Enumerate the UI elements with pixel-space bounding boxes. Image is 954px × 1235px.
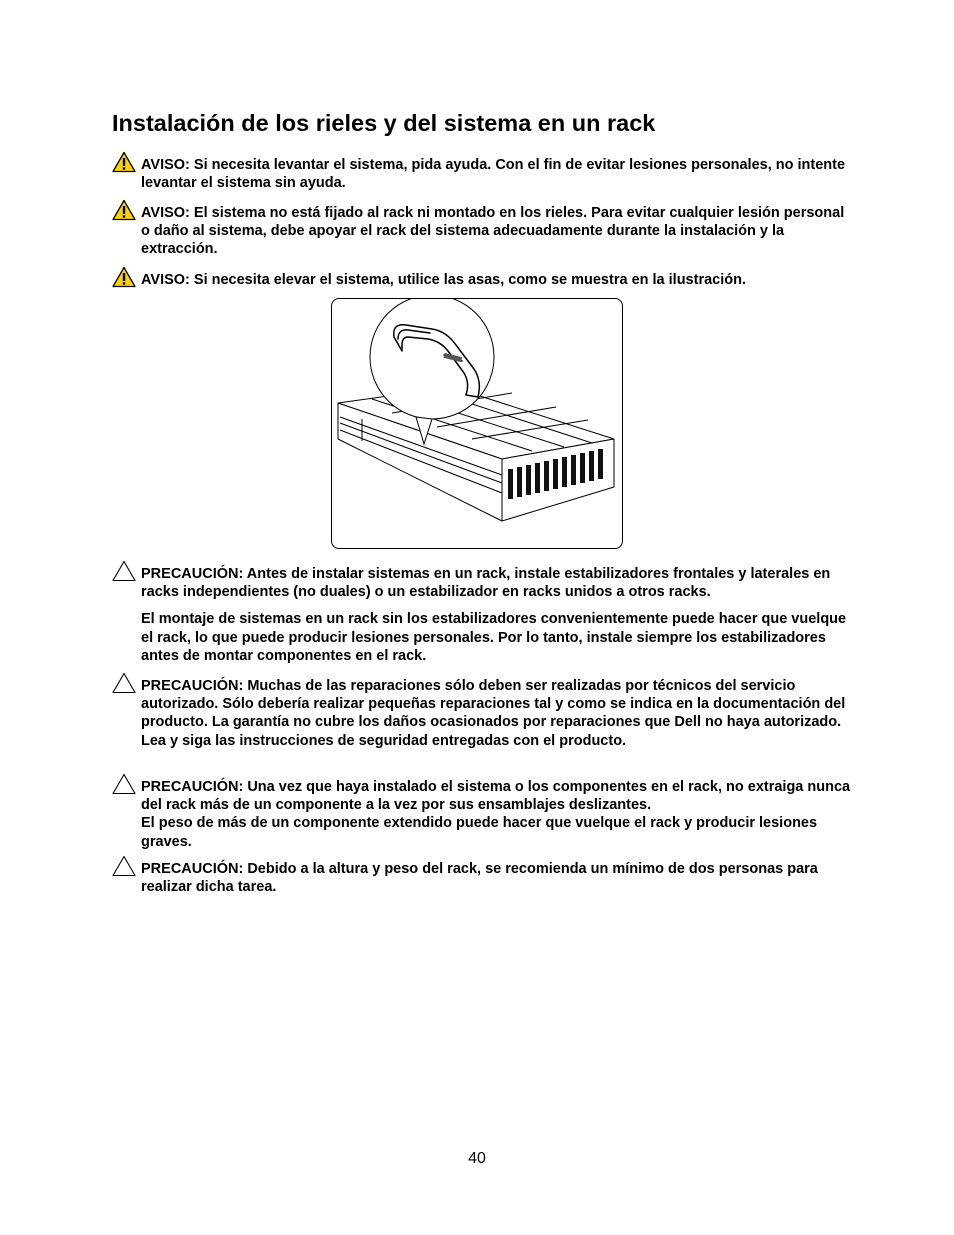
caution-detail-text: El montaje de sistemas en un rack sin los estabilizadores convenientemente puede hacer que vuelque el rack, lo que puede producir lesiones personales. Por lo tanto, instale siempre los estabilizadores antes de montar componentes en el rack. [141, 611, 847, 664]
warning-notice [112, 204, 852, 259]
caution-text: PRECAUCIÓN: Una vez que haya instalado el sistema o los componentes en el rack, no extraiga nunca del rack más de un componente a la vez por sus ensamblajes deslizantes. [141, 779, 851, 814]
caution-text: PRECAUCIÓN: Muchas de las reparaciones sólo deben ser realizadas por técnicos del servicio autorizado. Sólo debería realizar pequeñas reparaciones tal y como se indica en la documentación del producto. La garantía no cubre los daños ocasionados por reparaciones que Dell no haya autorizado. Lea y siga las instrucciones de seguridad entregadas con el producto. [141, 678, 846, 749]
caution-notice [112, 778, 852, 851]
warning-triangle-icon [112, 199, 136, 221]
page-title: Instalación de los rieles y del sistema en un rack [112, 110, 656, 136]
caution-text: PRECAUCIÓN: Antes de instalar sistemas en un rack, instale estabilizadores frontales y laterales en racks independientes (no duales) o un estabilizador en racks unidos a otros racks. [141, 566, 831, 601]
caution-notice [112, 677, 852, 750]
caution-triangle-icon [112, 773, 136, 795]
caution-triangle-icon [112, 672, 136, 694]
system-lift-illustration [331, 298, 623, 549]
warning-triangle-icon [112, 151, 136, 173]
warning-text: AVISO: El sistema no está fijado al rack ni montado en los rieles. Para evitar cualquier lesión personal o daño al sistema, debe apoyar el rack del sistema adecuadamente durante la instalación y la extracción. [141, 205, 845, 258]
page-number: 40 [468, 1150, 486, 1167]
caution-triangle-icon [112, 855, 136, 877]
warning-triangle-icon [112, 266, 136, 288]
warning-text: AVISO: Si necesita levantar el sistema, pida ayuda. Con el fin de evitar lesiones personales, no intente levantar el sistema sin ayuda. [141, 157, 846, 192]
warning-text: AVISO: Si necesita elevar el sistema, utilice las asas, como se muestra en la ilustración. [141, 272, 746, 288]
caution-notice [112, 565, 852, 665]
warning-notice [112, 156, 852, 192]
warning-notice [112, 271, 852, 289]
caution-detail-text: El peso de más de un componente extendido puede hacer que vuelque el rack y producir lesiones graves. [141, 815, 818, 850]
server-handles-drawing [332, 299, 623, 549]
caution-notice [112, 860, 852, 896]
caution-triangle-icon [112, 560, 136, 582]
caution-text: PRECAUCIÓN: Debido a la altura y peso del rack, se recomienda un mínimo de dos personas para realizar dicha tarea. [141, 861, 818, 896]
